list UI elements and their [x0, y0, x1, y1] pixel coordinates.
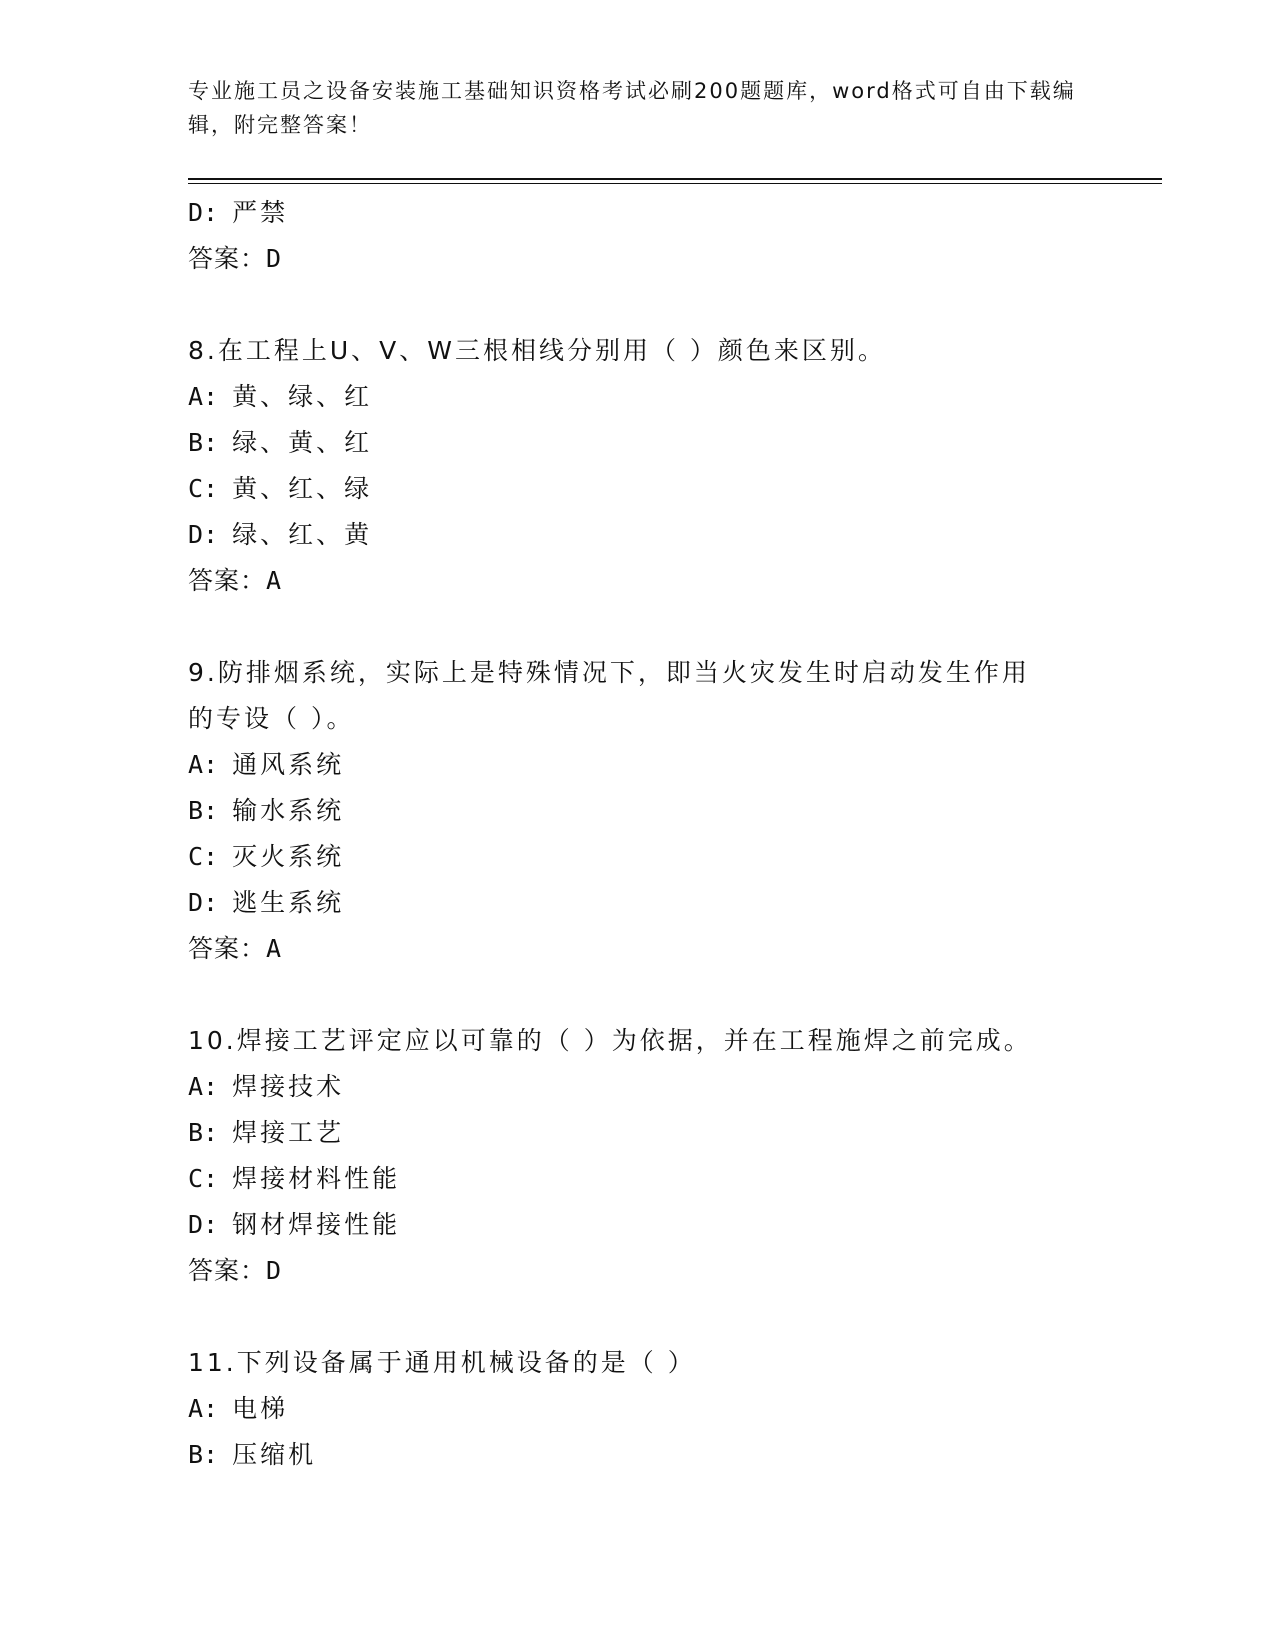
question-list — [188, 190, 1088, 1478]
option-letter: C: — [188, 1164, 219, 1193]
option-c — [188, 466, 1088, 512]
option-a — [188, 1386, 1088, 1432]
option-text: 黄、绿、红 — [232, 382, 373, 411]
option-a — [188, 1064, 1088, 1110]
option-text: 灭火系统 — [232, 842, 345, 871]
option-letter: A: — [188, 750, 219, 779]
option-d — [188, 880, 1088, 926]
option-b — [188, 420, 1088, 466]
option-letter: D: — [188, 1210, 219, 1239]
spacer — [188, 1294, 1088, 1340]
option-letter: A: — [188, 382, 219, 411]
option-letter: C: — [188, 474, 219, 503]
option-letter: D: — [188, 198, 219, 227]
option-c — [188, 1156, 1088, 1202]
option-text: 绿、红、黄 — [232, 520, 373, 549]
option-letter: B: — [188, 1118, 219, 1147]
answer-line: 答案：A — [188, 934, 283, 963]
option-text: 焊接材料性能 — [232, 1164, 401, 1193]
spacer — [188, 972, 1088, 1018]
option-text: 严禁 — [232, 198, 289, 227]
document-header: 专业施工员之设备安装施工基础知识资格考试必刷200题题库，word格式可自由下载编辑，附完整答案！ — [188, 79, 1076, 137]
option-letter: C: — [188, 842, 219, 871]
option-b — [188, 1432, 1088, 1478]
option-text: 焊接工艺 — [232, 1118, 345, 1147]
option-letter: D: — [188, 888, 219, 917]
header-divider-top — [188, 178, 1162, 180]
option-c — [188, 834, 1088, 880]
answer-line: 答案：D — [188, 244, 283, 273]
option-text: 绿、黄、红 — [232, 428, 373, 457]
option-b — [188, 1110, 1088, 1156]
option-text: 焊接技术 — [232, 1072, 345, 1101]
option-letter: B: — [188, 796, 219, 825]
spacer — [188, 282, 1088, 328]
option-letter: B: — [188, 428, 219, 457]
option-letter: D: — [188, 520, 219, 549]
answer-line: 答案：A — [188, 566, 283, 595]
option-letter: A: — [188, 1072, 219, 1101]
question-stem: 8.在工程上U、V、W三根相线分别用（ ）颜色来区别。 — [188, 336, 886, 365]
option-d — [188, 1202, 1088, 1248]
option-text: 钢材焊接性能 — [232, 1210, 401, 1239]
question-stem: 10.焊接工艺评定应以可靠的（ ）为依据，并在工程施焊之前完成。 — [188, 1026, 1032, 1055]
header-divider-bottom — [188, 183, 1162, 184]
option-letter: B: — [188, 1440, 219, 1469]
option-d — [188, 190, 1088, 236]
answer-line: 答案：D — [188, 1256, 283, 1285]
spacer — [188, 604, 1088, 650]
option-text: 黄、红、绿 — [232, 474, 373, 503]
question-stem-line1: 9.防排烟系统，实际上是特殊情况下，即当火灾发生时启动发生作用 — [188, 658, 1030, 687]
option-a — [188, 374, 1088, 420]
option-text: 电梯 — [232, 1394, 289, 1423]
option-b — [188, 788, 1088, 834]
option-a — [188, 742, 1088, 788]
option-text: 逃生系统 — [232, 888, 345, 917]
option-text: 输水系统 — [232, 796, 345, 825]
option-d — [188, 512, 1088, 558]
option-text: 通风系统 — [232, 750, 345, 779]
option-letter: A: — [188, 1394, 219, 1423]
option-text: 压缩机 — [232, 1440, 317, 1469]
question-stem: 11.下列设备属于通用机械设备的是（ ） — [188, 1348, 696, 1377]
question-stem-line2: 的专设（ ）。 — [188, 704, 355, 733]
